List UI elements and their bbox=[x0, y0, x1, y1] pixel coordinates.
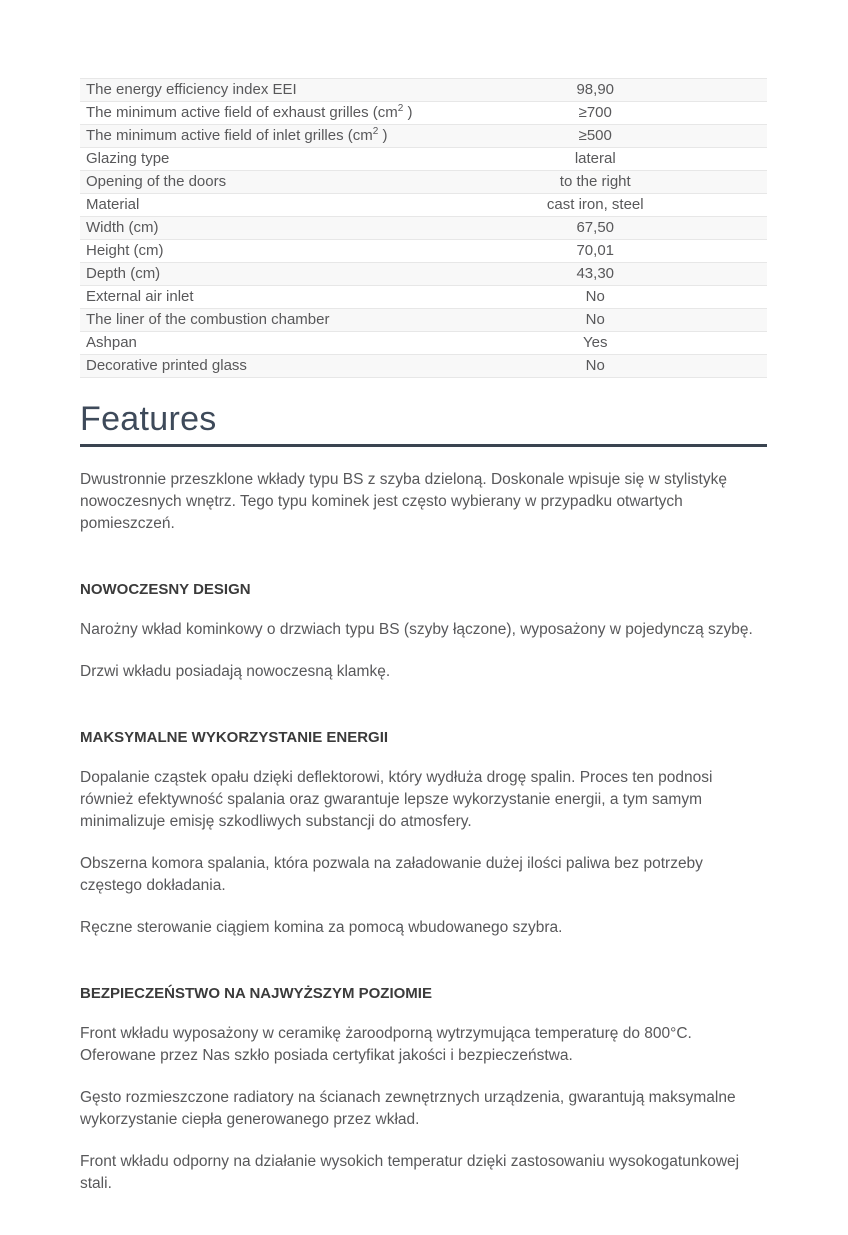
spec-value: No bbox=[424, 286, 768, 309]
section-title: NOWOCZESNY DESIGN bbox=[80, 581, 251, 598]
features-heading: Features bbox=[80, 400, 217, 438]
spec-value: 70,01 bbox=[424, 240, 768, 263]
spec-label bbox=[80, 332, 424, 355]
table-row bbox=[80, 286, 767, 309]
spec-label bbox=[80, 125, 424, 148]
table-row bbox=[80, 148, 767, 171]
table-row bbox=[80, 332, 767, 355]
spec-label-text: Opening of the doors bbox=[86, 173, 227, 190]
table-row bbox=[80, 240, 767, 263]
spec-value: ≥700 bbox=[424, 102, 768, 125]
table-row bbox=[80, 309, 767, 332]
section-paragraph: Ręczne sterowanie ciągiem komina za pomocą wbudowanego szybra. bbox=[80, 919, 563, 936]
spec-value: No bbox=[424, 355, 768, 378]
superscript: 2 bbox=[397, 103, 404, 114]
spec-label bbox=[80, 309, 424, 332]
table-row bbox=[80, 102, 767, 125]
table-row bbox=[80, 171, 767, 194]
section-title: BEZPIECZEŃSTWO NA NAJWYŻSZYM POZIOMIE bbox=[80, 985, 432, 1002]
section-paragraph: Narożny wkład kominkowy o drzwiach typu BS (szyby łączone), wyposażony w pojedynczą szybę. bbox=[80, 621, 753, 638]
spec-label bbox=[80, 240, 424, 263]
spec-value: No bbox=[424, 309, 768, 332]
section-paragraph: Obszerna komora spalania, która pozwala na załadowanie dużej ilości paliwa bez potrzeby częstego dokładania. bbox=[80, 855, 703, 894]
section-nowoczesny-design bbox=[80, 581, 767, 683]
section-maksymalne-wykorzystanie-energii bbox=[80, 729, 767, 939]
table-row bbox=[80, 263, 767, 286]
spec-value: cast iron, steel bbox=[424, 194, 768, 217]
spec-label-text: Height (cm) bbox=[86, 242, 164, 259]
spec-label bbox=[80, 217, 424, 240]
spec-label-text: The liner of the combustion chamber bbox=[86, 311, 330, 328]
spec-value: ≥500 bbox=[424, 125, 768, 148]
heading-rule bbox=[80, 444, 767, 447]
spec-label bbox=[80, 286, 424, 309]
spec-value: 43,30 bbox=[424, 263, 768, 286]
spec-label bbox=[80, 355, 424, 378]
superscript: 2 bbox=[372, 126, 379, 137]
section-bezpieczenstwo-na-najwyzszym-poziomie bbox=[80, 985, 767, 1195]
section-paragraph: Dopalanie cząstek opału dzięki deflektorowi, który wydłuża drogę spalin. Proces ten podnosi również efektywność spalania oraz gwarantuje lepsze wykorzystanie energii, a tym samym minimalizuje emisję szkodliwych substancji do atmosfery. bbox=[80, 769, 713, 830]
spec-label-text: Glazing type bbox=[86, 150, 170, 167]
spec-value: lateral bbox=[424, 148, 768, 171]
table-row bbox=[80, 355, 767, 378]
section-paragraph: Drzwi wkładu posiadają nowoczesną klamkę. bbox=[80, 663, 391, 680]
spec-label bbox=[80, 171, 424, 194]
section-title: MAKSYMALNE WYKORZYSTANIE ENERGII bbox=[80, 729, 389, 746]
section-paragraph: Gęsto rozmieszczone radiatory na ścianach zewnętrznych urządzenia, gwarantują maksymalne wykorzystanie ciepła generowanego przez wkład. bbox=[80, 1089, 736, 1128]
spec-label-text: External air inlet bbox=[86, 288, 194, 305]
spec-label-text: Width (cm) bbox=[86, 219, 159, 236]
spec-table bbox=[80, 78, 767, 378]
spec-label bbox=[80, 102, 424, 125]
spec-label-text: Decorative printed glass bbox=[86, 357, 247, 374]
spec-label-text: Depth (cm) bbox=[86, 265, 161, 282]
spec-label-text: Ashpan bbox=[86, 334, 137, 351]
spec-label bbox=[80, 148, 424, 171]
table-row bbox=[80, 125, 767, 148]
table-row bbox=[80, 194, 767, 217]
table-row bbox=[80, 79, 767, 102]
spec-label-text: Material bbox=[86, 196, 140, 213]
section-paragraph: Front wkładu wyposażony w ceramikę żaroodporną wytrzymująca temperaturę do 800°C. Oferowane przez Nas szkło posiada certyfikat jakości i bezpieczeństwa. bbox=[80, 1025, 692, 1064]
spec-value: 98,90 bbox=[424, 79, 768, 102]
spec-label-text: The minimum active field of exhaust grilles (cm bbox=[86, 104, 398, 121]
features-intro: Dwustronnie przeszklone wkłady typu BS z szyba dzieloną. Doskonale wpisuje się w stylistykę nowoczesnych wnętrz. Tego typu kominek jest często wybierany w przypadku otwartych pomieszczeń. bbox=[80, 471, 727, 532]
spec-label-text: The energy efficiency index EEI bbox=[86, 81, 297, 98]
spec-label-text: The minimum active field of inlet grilles (cm bbox=[86, 127, 373, 144]
spec-label-suffix: ) bbox=[403, 104, 413, 121]
spec-label bbox=[80, 79, 424, 102]
table-row bbox=[80, 217, 767, 240]
spec-label-suffix: ) bbox=[378, 127, 388, 144]
spec-value: to the right bbox=[424, 171, 768, 194]
section-paragraph: Front wkładu odporny na działanie wysokich temperatur dzięki zastosowaniu wysokogatunkowej stali. bbox=[80, 1153, 740, 1192]
spec-label bbox=[80, 263, 424, 286]
spec-value: 67,50 bbox=[424, 217, 768, 240]
spec-value: Yes bbox=[424, 332, 768, 355]
spec-label bbox=[80, 194, 424, 217]
